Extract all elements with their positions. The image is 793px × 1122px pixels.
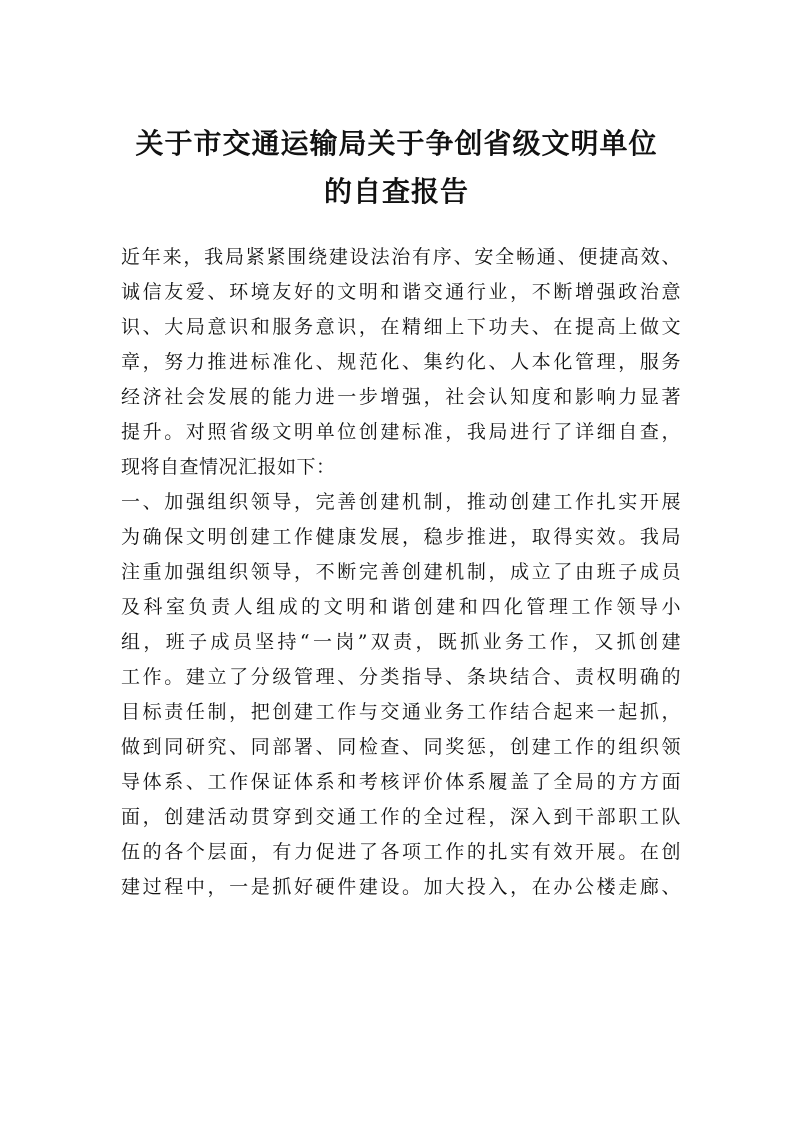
body-text-line: 识、大局意识和服务意识，在精细上下功夫、在提高上做文: [121, 316, 681, 338]
body-text-line: 章，努力推进标准化、规范化、集约化、人本化管理，服务: [121, 351, 681, 373]
document-body: [121, 240, 681, 905]
body-text-line: 组，班子成员坚持“一岗”双责，既抓业务工作，又抓创建: [121, 631, 681, 653]
body-text-line: 诚信友爱、环境友好的文明和谐交通行业，不断增强政治意: [121, 281, 681, 303]
body-text-line: 注重加强组织领导，不断完善创建机制，成立了由班子成员: [121, 561, 681, 583]
body-text-line: 工作。建立了分级管理、分类指导、条块结合、责权明确的: [121, 666, 681, 688]
body-text-line: 现将自查情况汇报如下：: [121, 456, 336, 478]
document-title-line-1: 关于市交通运输局关于争创省级文明单位: [135, 127, 658, 160]
body-text-line: 提升。对照省级文明单位创建标准，我局进行了详细自查，: [121, 421, 681, 443]
body-text-line: 目标责任制，把创建工作与交通业务工作结合起来一起抓，: [121, 701, 681, 723]
body-text-line: 一、加强组织领导，完善创建机制，推动创建工作扎实开展: [121, 491, 681, 513]
body-text-line: 面，创建活动贯穿到交通工作的全过程，深入到干部职工队: [121, 806, 681, 828]
body-text-line: 近年来，我局紧紧围绕建设法治有序、安全畅通、便捷高效、: [121, 246, 681, 268]
body-text-line: 为确保文明创建工作健康发展，稳步推进，取得实效。我局: [121, 526, 681, 548]
body-text-line: 及科室负责人组成的文明和谐创建和四化管理工作领导小: [121, 596, 681, 618]
body-text-line: 建过程中，一是抓好硬件建设。加大投入，在办公楼走廊、: [121, 876, 681, 898]
document-title-line-2: 的自查报告: [323, 175, 469, 208]
body-text-line: 伍的各个层面，有力促进了各项工作的扎实有效开展。在创: [121, 841, 681, 863]
body-text-line: 经济社会发展的能力进一步增强，社会认知度和影响力显著: [121, 386, 681, 408]
body-text-line: 导体系、工作保证体系和考核评价体系履盖了全局的方方面: [121, 771, 681, 793]
body-text-line: 做到同研究、同部署、同检查、同奖惩，创建工作的组织领: [121, 736, 681, 758]
